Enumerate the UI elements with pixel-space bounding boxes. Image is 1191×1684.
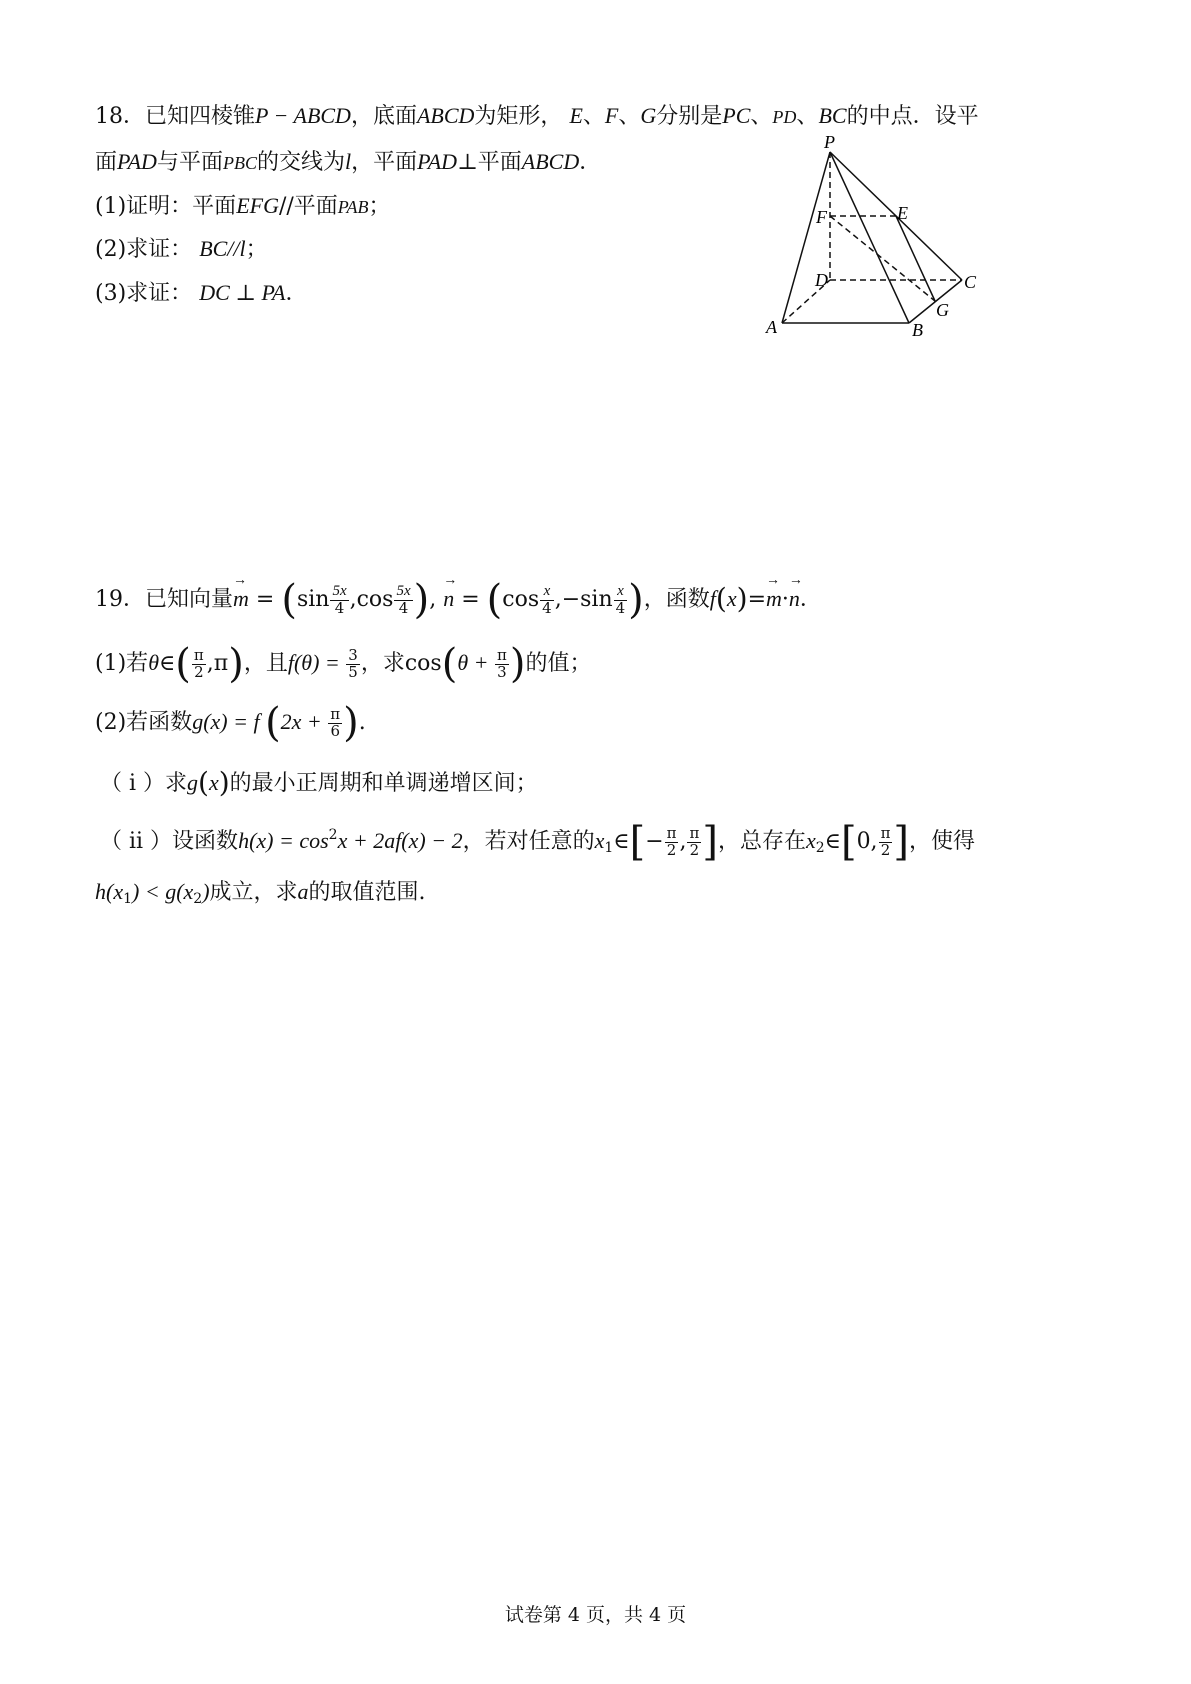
q19-text: 成立，求 — [209, 880, 298, 905]
q19-number: 19． — [95, 587, 145, 612]
bracket-open: [ — [629, 819, 646, 865]
paren-open: ( — [715, 582, 727, 615]
q18-number: 18． — [95, 104, 145, 129]
q19-part2-i — [100, 765, 538, 800]
q18-seg-pc: PC — [722, 103, 751, 128]
q19-text: ，函数 — [643, 587, 710, 612]
frac-den: 2 — [689, 840, 700, 859]
part-number: (1) — [95, 194, 127, 219]
vector-m: → m — [233, 585, 249, 613]
theta-plus: θ + — [457, 650, 494, 675]
frac-den: 4 — [615, 598, 626, 617]
q18-p3-end: ． — [285, 281, 308, 306]
q18-sep: 、 — [582, 104, 605, 129]
q18-text: ，底面 — [350, 104, 417, 129]
cos-fn: cos — [356, 587, 394, 612]
q18-sep: 、 — [750, 104, 773, 129]
subscript: 1 — [123, 891, 133, 907]
q19-text: （ ii ）设函数 — [100, 829, 239, 854]
superscript: 2 — [328, 827, 338, 843]
cos-fn: cos — [502, 587, 540, 612]
frac-num: 5x — [396, 582, 411, 599]
paren-close: ) — [202, 879, 210, 904]
edge-eg — [896, 216, 935, 301]
q18-p2-expr: BC//l — [199, 236, 246, 261]
frac-pi-2 — [879, 823, 893, 859]
q18-text: 已知四棱锥 — [145, 104, 256, 129]
equals: = — [248, 587, 282, 612]
q19-text: （ i ）求 — [100, 771, 188, 796]
lt-g: ) < g(x — [132, 879, 194, 904]
edge-fg — [830, 216, 935, 301]
frac-num: π — [496, 645, 507, 664]
frac-pi-2 — [665, 823, 679, 859]
frac-5x-4 — [330, 584, 348, 617]
cos-fn: cos — [404, 651, 442, 676]
q18-plane-pbc: PBC — [222, 153, 257, 173]
pi: π — [213, 651, 229, 676]
paren-close: ) — [218, 766, 230, 799]
page-footer: 试卷第 4 页，共 4 页 — [504, 1604, 687, 1626]
q18-plane-pad: PAD — [417, 149, 458, 174]
q18-parallel: // — [278, 194, 294, 219]
frac-3-5 — [346, 645, 360, 681]
q18-base: ABCD — [416, 103, 475, 128]
q19-part2-ii — [100, 819, 976, 865]
q18-text: 面 — [95, 150, 118, 175]
q18-text: 分别是 — [656, 104, 723, 129]
neg-sin-fn: −sin — [561, 587, 613, 612]
period: . — [358, 710, 366, 735]
paren-open: ( — [198, 766, 209, 799]
comma: , — [206, 651, 214, 676]
edge-pb — [830, 152, 909, 323]
q18-p3-expr: DC ⊥ PA — [199, 280, 286, 305]
subscript: 2 — [193, 891, 203, 907]
paren-open: ( — [175, 641, 191, 687]
frac-den: 2 — [666, 840, 677, 859]
q19-last-line — [95, 878, 426, 909]
h-def: h(x) = cos — [238, 828, 329, 853]
frac-den: 4 — [398, 598, 409, 617]
label-d: D — [815, 270, 828, 290]
q18-point-f: F — [604, 103, 619, 128]
in-symbol: ∈ — [159, 651, 176, 676]
q18-point-e: E — [569, 103, 583, 128]
var-theta: θ — [148, 650, 159, 675]
q19-part1 — [95, 641, 592, 687]
frac-num: π — [689, 823, 700, 842]
q18-p1-text: 证明：平面 — [126, 194, 237, 219]
subscript: 1 — [604, 840, 614, 856]
q18-p1-text: 平面 — [293, 194, 338, 219]
q18-text: 的中点．设平 — [846, 104, 979, 129]
q18-sep: 、 — [618, 104, 641, 129]
frac-den: 5 — [348, 662, 358, 681]
q18-text: 与平面 — [156, 150, 223, 175]
q18-p3-text: 求证： — [126, 281, 193, 306]
frac-num: π — [880, 823, 891, 842]
q18-part2 — [95, 235, 268, 264]
frac-pi-6 — [328, 704, 342, 740]
zero: 0, — [856, 829, 878, 854]
in-symbol: ∈ — [824, 829, 841, 854]
vector-m: → m — [766, 585, 782, 613]
q19-text: ，若对任意的 — [462, 829, 595, 854]
paren-open: ( — [486, 577, 503, 623]
paren-open: ( — [265, 700, 281, 746]
q19-text: 若函数 — [126, 710, 193, 735]
q19-text: ，且 — [243, 651, 288, 676]
frac-num: x — [614, 584, 628, 601]
q18-part3 — [95, 279, 308, 308]
q19-text: 若 — [126, 651, 149, 676]
q19-text: ，求 — [360, 651, 405, 676]
frac-den: 4 — [542, 598, 552, 617]
q19-text: 已知向量 — [145, 587, 234, 612]
q18-seg-pd: PD — [772, 107, 797, 127]
paren-close: ) — [509, 641, 526, 687]
frac-pi-2 — [687, 823, 701, 859]
sin-fn: sin — [296, 587, 330, 612]
label-a: A — [766, 317, 777, 337]
comma: , — [679, 829, 687, 854]
pyramid-figure — [740, 130, 1000, 350]
g-def: g(x) = f — [192, 709, 266, 734]
f-theta: f(θ) = — [287, 650, 346, 675]
frac-pi-3 — [495, 645, 509, 681]
period: ． — [799, 587, 822, 612]
part-number: (3) — [95, 281, 127, 306]
q18-part1 — [95, 192, 390, 221]
label-g: G — [936, 300, 949, 320]
frac-num: 5x — [332, 582, 347, 599]
equals: = — [454, 587, 487, 612]
var-a: a — [297, 879, 309, 904]
paren-open: ( — [441, 641, 458, 687]
frac-num: x — [540, 584, 554, 601]
bracket-close: ] — [702, 819, 718, 865]
frac-num: 3 — [348, 645, 358, 664]
part-number: (2) — [95, 237, 127, 262]
label-e: E — [897, 203, 908, 223]
paren-close: ) — [628, 577, 644, 623]
q18-line-l: l — [344, 149, 352, 174]
fn-f: f — [709, 586, 716, 611]
var-x2: x — [805, 828, 816, 853]
q19-part2 — [95, 700, 366, 746]
label-f: F — [816, 207, 827, 227]
q18-plane-pad: PAD — [117, 149, 157, 174]
q18-plane-abcd: ABCD — [521, 149, 580, 174]
paren-close: ) — [413, 577, 430, 623]
q18-line1 — [95, 102, 979, 131]
q18-point-g: G — [640, 103, 657, 128]
q18-sep: 、 — [796, 104, 819, 129]
frac-den: 4 — [334, 598, 345, 617]
vector-n: → n — [789, 585, 800, 613]
q18-text: 的交线为 — [256, 150, 345, 175]
h-x1: h(x — [95, 879, 124, 904]
comma: , — [554, 587, 562, 612]
frac-den: 2 — [880, 840, 891, 859]
q19-text: 的最小正周期和单调递增区间； — [229, 771, 538, 796]
q18-perp: ⊥ — [457, 150, 478, 175]
paren-close: ) — [736, 582, 748, 615]
in-symbol: ∈ — [613, 829, 630, 854]
comma: , — [429, 587, 437, 612]
q18-text: 平面 — [477, 150, 522, 175]
vector-n: → n — [443, 585, 454, 613]
q19-text: 的值； — [525, 651, 592, 676]
label-c: C — [964, 272, 977, 292]
paren-open: ( — [281, 577, 297, 623]
frac-den: 6 — [330, 721, 340, 740]
var-x: x — [726, 586, 737, 611]
q18-line2 — [95, 148, 601, 177]
label-b: B — [912, 320, 923, 340]
minus: − — [645, 829, 664, 854]
frac-den: 2 — [194, 662, 204, 681]
q19-text: ，总存在 — [717, 829, 806, 854]
frac-5x-4 — [394, 584, 412, 617]
q19-line1 — [95, 577, 822, 623]
q18-pyramid: P − ABCD — [255, 103, 351, 128]
paren-close: ) — [343, 700, 359, 746]
q19-text: ，使得 — [909, 829, 976, 854]
subscript: 2 — [815, 840, 825, 856]
q18-p2-text: 求证： — [126, 237, 193, 262]
frac-pi-2 — [192, 645, 206, 681]
frac-x-4 — [540, 584, 554, 617]
q18-plane-efg: EFG — [236, 193, 279, 218]
h-def-rest: x + 2af(x) − 2 — [337, 828, 463, 853]
var-x: x — [208, 770, 219, 795]
part-number: (2) — [95, 710, 127, 735]
q18-seg-bc: BC — [818, 103, 847, 128]
fn-g: g — [187, 770, 199, 795]
dot-product: · — [781, 587, 789, 612]
q18-p1-end: ； — [368, 194, 391, 219]
part-number: (1) — [95, 651, 127, 676]
label-p: P — [824, 132, 835, 152]
two-x-plus: 2x + — [280, 709, 328, 734]
q18-text: 为矩形， — [474, 104, 563, 129]
equals: = — [747, 587, 766, 612]
comma: , — [349, 587, 357, 612]
paren-close: ) — [228, 641, 244, 687]
frac-num: π — [330, 704, 341, 723]
frac-num: π — [193, 645, 204, 664]
frac-x-4 — [614, 584, 628, 617]
q18-p2-end: ； — [245, 237, 268, 262]
q18-dot: ． — [579, 150, 602, 175]
q18-plane-pab: PAB — [337, 197, 369, 217]
frac-den: 3 — [497, 662, 507, 681]
bracket-open: [ — [840, 819, 857, 865]
q19-text: 的取值范围. — [308, 880, 426, 905]
frac-num: π — [666, 823, 677, 842]
bracket-close: ] — [893, 819, 910, 865]
q18-text: ，平面 — [351, 150, 418, 175]
edge-pa — [782, 152, 830, 323]
var-x1: x — [594, 828, 605, 853]
